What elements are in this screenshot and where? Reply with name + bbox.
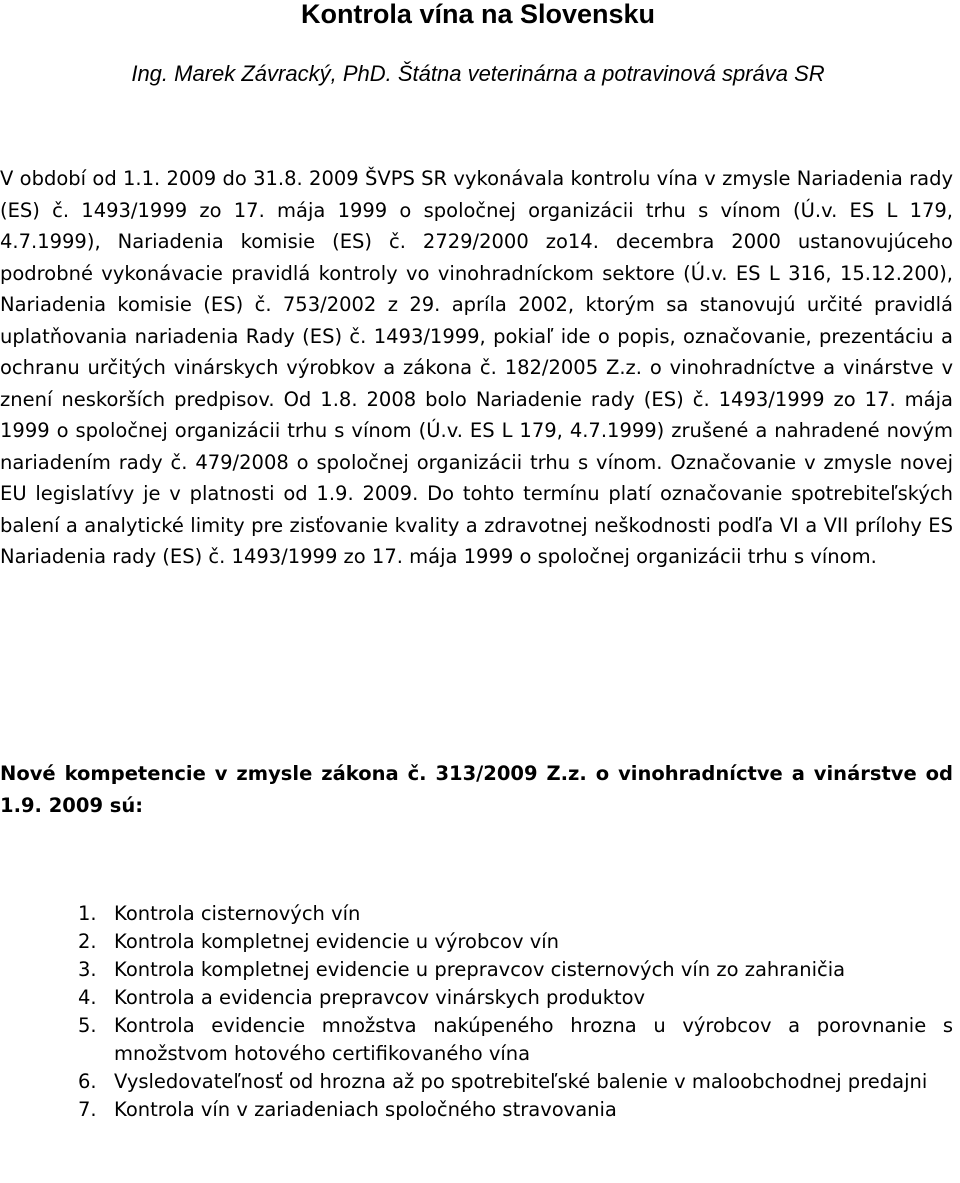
list-item-text: Vysledovateľnosť od hrozna až po spotrebiteľské balenie v maloobchodnej predajni [114, 1070, 928, 1093]
list-item-text: Kontrola kompletnej evidencie u výrobcov vín [114, 930, 560, 953]
list-item-text: Kontrola a evidencia prepravcov vinárskych produktov [114, 986, 646, 1009]
list-item-number: 5. [78, 1014, 97, 1037]
list-item-number: 3. [78, 958, 97, 981]
list-item [0, 900, 953, 928]
list-item [0, 1096, 953, 1124]
list-item [0, 1068, 953, 1096]
author-line: Ing. Marek Závracký, PhD. Štátna veterinárna a potravinová správa SR [131, 61, 825, 86]
list-item [0, 984, 953, 1012]
list-item-number: 4. [78, 986, 97, 1009]
list-item [0, 928, 953, 956]
list-item-text: Kontrola cisternových vín [114, 902, 361, 925]
list-item-text: Kontrola kompletnej evidencie u prepravcov cisternových vín zo zahraničia [114, 958, 846, 981]
list-item-number: 1. [78, 902, 97, 925]
list-item-text: Kontrola vín v zariadeniach spoločného stravovania [114, 1098, 617, 1121]
section-heading: Nové kompetencie v zmysle zákona č. 313/2009 Z.z. o vinohradníctve a vinárstve od 1.9. 2009 sú: [0, 762, 953, 817]
body-paragraph: V období od 1.1. 2009 do 31.8. 2009 ŠVPS SR vykonávala kontrolu vína v zmysle Nariadenia rady (ES) č. 1493/1999 zo 17. mája 1999 o spoločnej organizácii trhu s vínom (Ú.v. ES L 179, 4.7.1999), Nariadenia komisie (ES) č. 2729/2000 zo14. decembra 2000 ustanovujúceho podrobné vykonávacie pravidlá kontroly vo vinohradníckom sektore (Ú.v. ES L 316, 15.12.200), Nariadenia komisie (ES) č. 753/2002 z 29. apríla 2002, ktorým sa stanovujú určité pravidlá uplatňovania nariadenia Rady (ES) č. 1493/1999, pokiaľ ide o popis, označovanie, prezentáciu a ochranu určitých vinárskych výrobkov a zákona č. 182/2005 Z.z. o vinohradníctve a vinárstve v znení neskorších predpisov. Od 1.8. 2008 bolo Nariadenie rady (ES) č. 1493/1999 zo 17. mája 1999 o spoločnej organizácii trhu s vínom (Ú.v. ES L 179, 4.7.1999) zrušené a nahradené novým nariadením rady č. 479/2008 o spoločnej organizácii trhu s vínom. Označovanie v zmysle novej EU legislatívy je v platnosti od 1.9. 2009. Do tohto termínu platí označovanie spotrebiteľských balení a analytické limity pre zisťovanie kvality a zdravotnej neškodnosti podľa VI a VII prílohy ES Nariadenia rady (ES) č. 1493/1999 zo 17. mája 1999 o spoločnej organizácii trhu s vínom. [0, 167, 953, 568]
list-item-number: 7. [78, 1098, 97, 1121]
competencies-list [0, 900, 953, 1124]
document-title: Kontrola vína na Slovensku [300, 0, 656, 29]
list-item [0, 956, 953, 984]
list-item-text: Kontrola evidencie množstva nakúpeného hrozna u výrobcov a porovnanie s množstvom hotového certifikovaného vína [114, 1014, 953, 1065]
list-item [0, 1012, 953, 1068]
list-item-number: 2. [78, 930, 97, 953]
list-item-number: 6. [78, 1070, 97, 1093]
